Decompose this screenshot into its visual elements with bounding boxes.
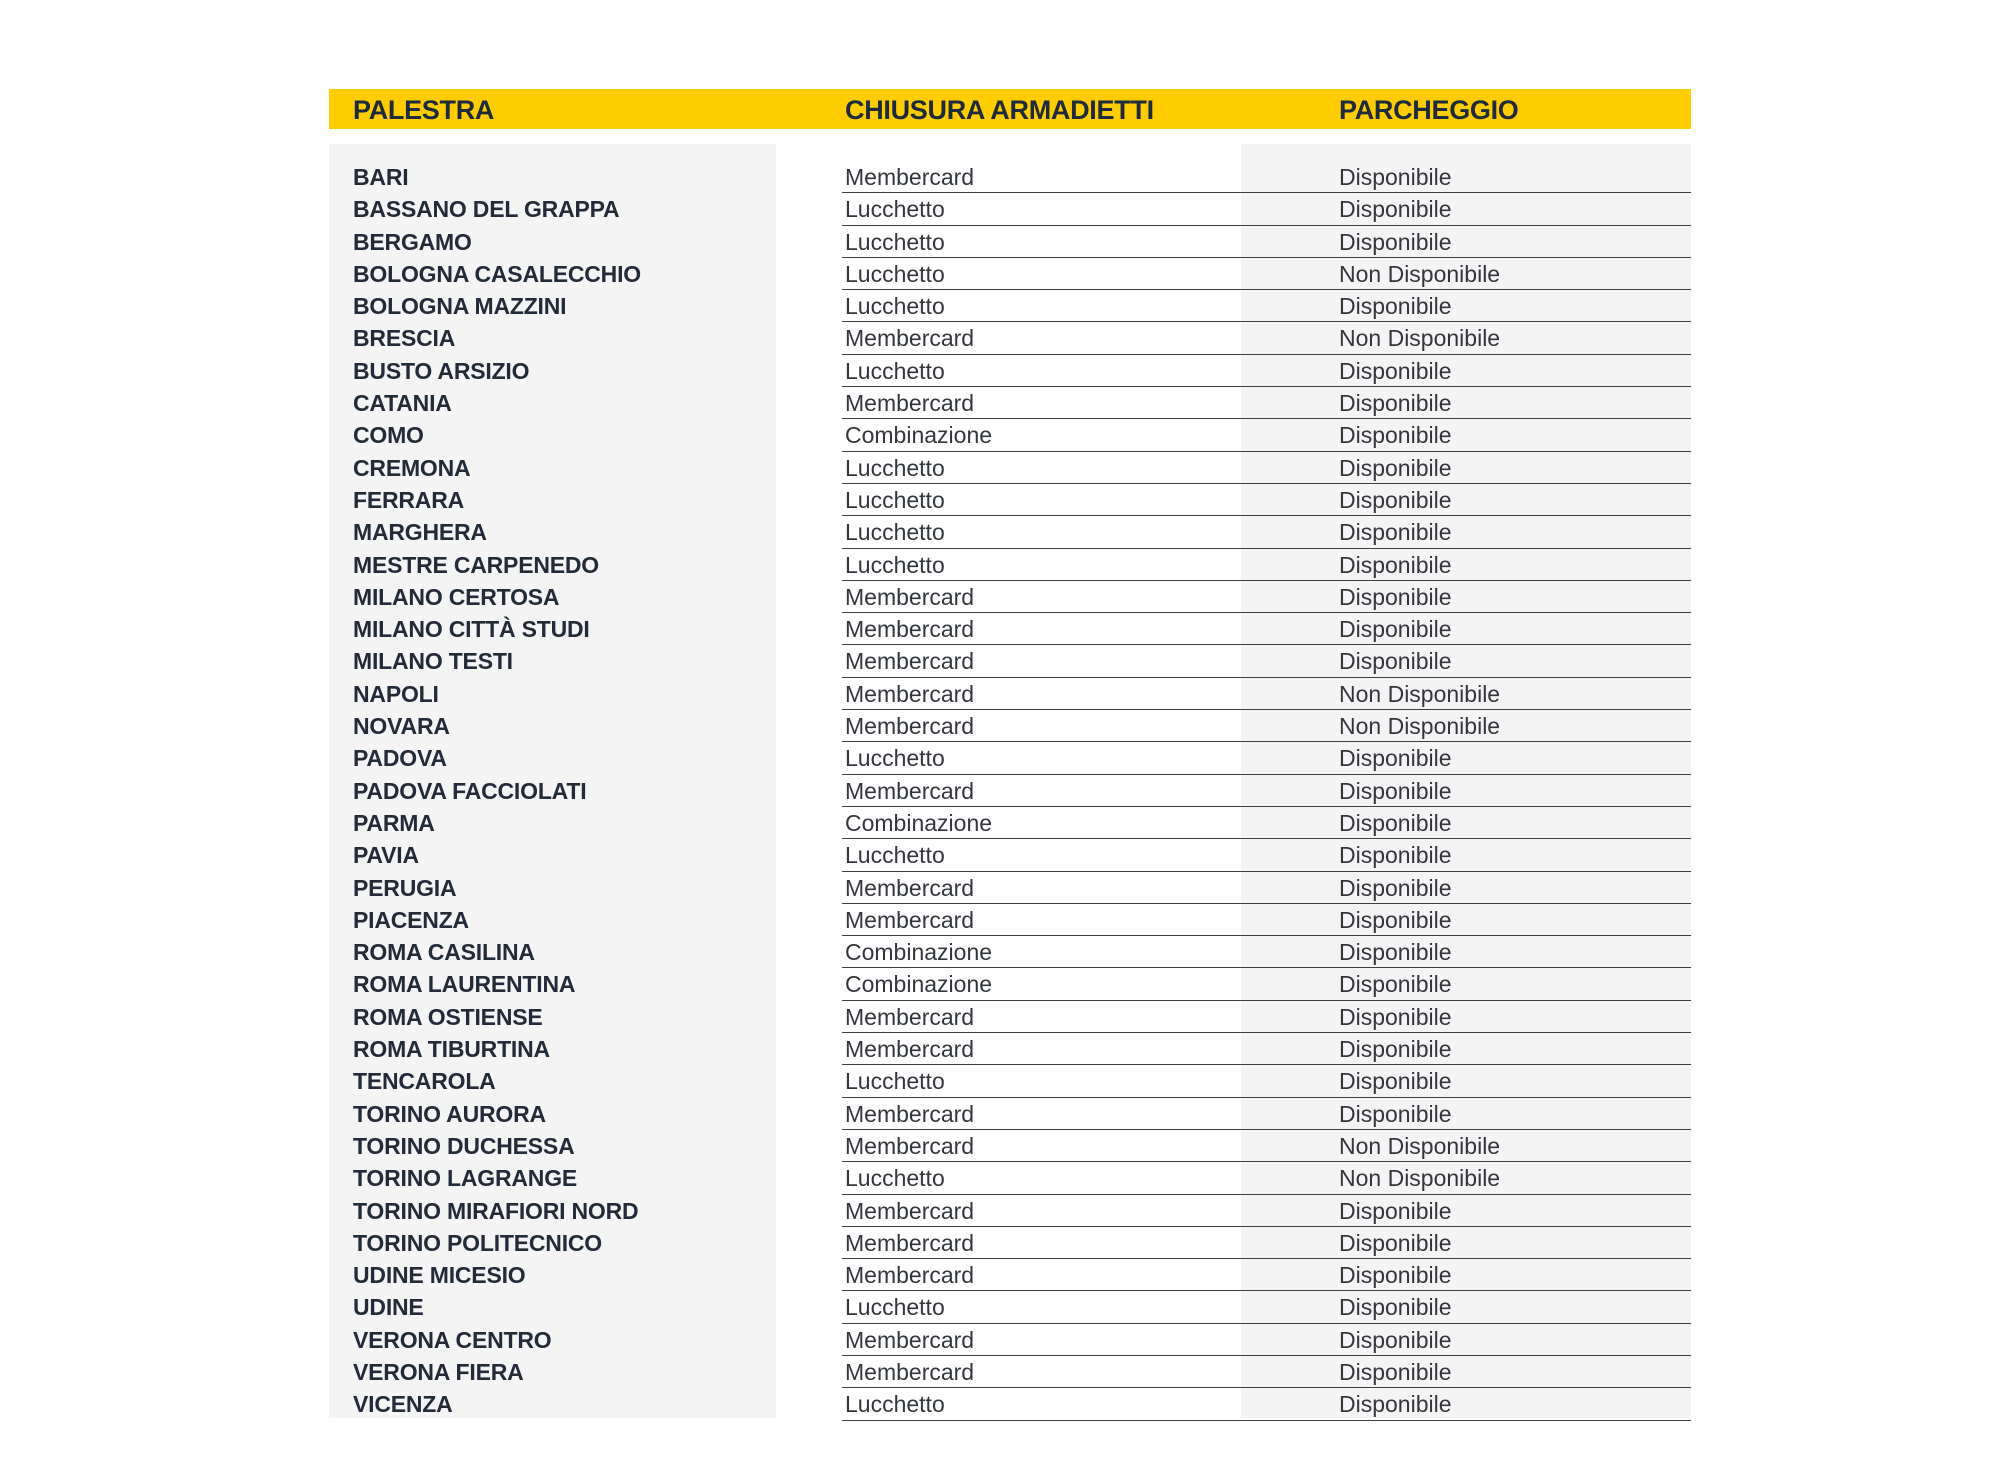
cell-chiusura-armadietti: Lucchetto <box>845 1165 945 1192</box>
table-row <box>329 742 1691 774</box>
gym-table <box>329 89 1691 1418</box>
table-body <box>329 129 1691 1418</box>
cell-chiusura-armadietti: Membercard <box>845 777 975 804</box>
cell-chiusura-armadietti: Membercard <box>845 1358 975 1385</box>
header-chiusura-armadietti: CHIUSURA ARMADIETTI <box>845 95 1154 125</box>
cell-palestra: PADOVA FACCIOLATI <box>353 777 587 804</box>
cell-chiusura-armadietti: Lucchetto <box>845 228 945 255</box>
table-row <box>329 355 1691 387</box>
cell-palestra: BOLOGNA MAZZINI <box>353 293 567 320</box>
cell-parcheggio: Disponibile <box>1339 1294 1452 1321</box>
cell-chiusura-armadietti: Membercard <box>845 616 975 643</box>
cell-parcheggio: Disponibile <box>1339 486 1452 513</box>
table-row <box>329 193 1691 225</box>
table-row <box>329 678 1691 710</box>
cell-chiusura-armadietti: Membercard <box>845 390 975 417</box>
cell-chiusura-armadietti: Membercard <box>845 1229 975 1256</box>
cell-palestra: TORINO LAGRANGE <box>353 1165 578 1192</box>
cell-palestra: ROMA CASILINA <box>353 939 535 966</box>
cell-palestra: NAPOLI <box>353 680 439 707</box>
table-row <box>329 1001 1691 1033</box>
table-row <box>329 419 1691 451</box>
cell-palestra: CATANIA <box>353 390 452 417</box>
cell-palestra: PAVIA <box>353 842 419 869</box>
cell-chiusura-armadietti: Membercard <box>845 1262 975 1289</box>
cell-palestra: BOLOGNA CASALECCHIO <box>353 260 641 287</box>
table-row <box>329 710 1691 742</box>
table-row <box>329 1162 1691 1194</box>
cell-chiusura-armadietti: Membercard <box>845 1132 975 1159</box>
cell-chiusura-armadietti: Combinazione <box>845 971 993 998</box>
cell-chiusura-armadietti: Membercard <box>845 164 975 190</box>
cell-chiusura-armadietti: Combinazione <box>845 939 993 966</box>
table-row <box>329 484 1691 516</box>
cell-chiusura-armadietti: Lucchetto <box>845 551 945 578</box>
cell-chiusura-armadietti: Lucchetto <box>845 293 945 320</box>
cell-parcheggio: Disponibile <box>1339 454 1452 481</box>
cell-chiusura-armadietti: Lucchetto <box>845 842 945 869</box>
cell-parcheggio: Disponibile <box>1339 906 1452 933</box>
header-parcheggio: PARCHEGGIO <box>1339 95 1519 125</box>
table-rows <box>329 161 1691 1421</box>
cell-parcheggio: Disponibile <box>1339 1036 1452 1063</box>
cell-chiusura-armadietti: Membercard <box>845 680 975 707</box>
cell-parcheggio: Disponibile <box>1339 1326 1452 1353</box>
table-row <box>329 968 1691 1000</box>
cell-palestra: MARGHERA <box>353 519 487 546</box>
cell-chiusura-armadietti: Lucchetto <box>845 454 945 481</box>
table-row <box>329 549 1691 581</box>
table-row <box>329 452 1691 484</box>
cell-palestra: NOVARA <box>353 713 450 740</box>
cell-palestra: PARMA <box>353 809 435 836</box>
cell-parcheggio: Disponibile <box>1339 164 1452 190</box>
cell-palestra: BARI <box>353 164 409 190</box>
cell-palestra: UDINE MICESIO <box>353 1262 526 1289</box>
table-row <box>329 1195 1691 1227</box>
table-row <box>329 1227 1691 1259</box>
cell-parcheggio: Disponibile <box>1339 357 1452 384</box>
cell-palestra: PERUGIA <box>353 874 457 901</box>
cell-parcheggio: Disponibile <box>1339 777 1452 804</box>
cell-parcheggio: Disponibile <box>1339 971 1452 998</box>
cell-palestra: MILANO CERTOSA <box>353 583 560 610</box>
cell-chiusura-armadietti: Membercard <box>845 1326 975 1353</box>
cell-chiusura-armadietti: Lucchetto <box>845 1294 945 1321</box>
cell-palestra: VERONA FIERA <box>353 1358 524 1385</box>
cell-chiusura-armadietti: Membercard <box>845 713 975 740</box>
cell-parcheggio: Disponibile <box>1339 196 1452 223</box>
cell-parcheggio: Disponibile <box>1339 583 1452 610</box>
cell-parcheggio: Disponibile <box>1339 745 1452 772</box>
table-row <box>329 872 1691 904</box>
cell-palestra: TORINO DUCHESSA <box>353 1132 575 1159</box>
cell-palestra: UDINE <box>353 1294 424 1321</box>
cell-parcheggio: Non Disponibile <box>1339 325 1501 352</box>
cell-palestra: BASSANO DEL GRAPPA <box>353 196 620 223</box>
cell-chiusura-armadietti: Membercard <box>845 1003 975 1030</box>
table-row <box>329 1065 1691 1097</box>
cell-palestra: BUSTO ARSIZIO <box>353 357 530 384</box>
cell-parcheggio: Disponibile <box>1339 1262 1452 1289</box>
cell-palestra: FERRARA <box>353 486 465 513</box>
cell-chiusura-armadietti: Membercard <box>845 648 975 675</box>
table-row <box>329 516 1691 548</box>
table-row <box>329 322 1691 354</box>
table-row <box>329 581 1691 613</box>
table-row <box>329 387 1691 419</box>
cell-chiusura-armadietti: Lucchetto <box>845 1068 945 1095</box>
cell-parcheggio: Non Disponibile <box>1339 680 1501 707</box>
table-row <box>329 161 1691 193</box>
table-row <box>329 1356 1691 1388</box>
cell-chiusura-armadietti: Lucchetto <box>845 357 945 384</box>
cell-parcheggio: Disponibile <box>1339 874 1452 901</box>
table-row <box>329 1098 1691 1130</box>
cell-parcheggio: Disponibile <box>1339 519 1452 546</box>
cell-palestra: MILANO TESTI <box>353 648 513 675</box>
table-row <box>329 1033 1691 1065</box>
cell-palestra: ROMA LAURENTINA <box>353 971 576 998</box>
cell-palestra: CREMONA <box>353 454 471 481</box>
cell-palestra: PADOVA <box>353 745 447 772</box>
table-row <box>329 1130 1691 1162</box>
cell-palestra: BRESCIA <box>353 325 456 352</box>
cell-chiusura-armadietti: Lucchetto <box>845 260 945 287</box>
cell-chiusura-armadietti: Combinazione <box>845 809 993 836</box>
cell-chiusura-armadietti: Lucchetto <box>845 486 945 513</box>
cell-parcheggio: Disponibile <box>1339 1100 1452 1127</box>
cell-chiusura-armadietti: Membercard <box>845 1100 975 1127</box>
cell-palestra: VICENZA <box>353 1391 453 1418</box>
cell-chiusura-armadietti: Lucchetto <box>845 196 945 223</box>
cell-parcheggio: Disponibile <box>1339 551 1452 578</box>
cell-parcheggio: Non Disponibile <box>1339 260 1501 287</box>
cell-parcheggio: Disponibile <box>1339 1003 1452 1030</box>
cell-parcheggio: Disponibile <box>1339 809 1452 836</box>
cell-palestra: TORINO MIRAFIORI NORD <box>353 1197 639 1224</box>
cell-parcheggio: Disponibile <box>1339 1229 1452 1256</box>
table-row <box>329 226 1691 258</box>
cell-parcheggio: Disponibile <box>1339 939 1452 966</box>
cell-chiusura-armadietti: Membercard <box>845 1036 975 1063</box>
cell-parcheggio: Disponibile <box>1339 1197 1452 1224</box>
cell-palestra: PIACENZA <box>353 906 469 933</box>
cell-parcheggio: Disponibile <box>1339 228 1452 255</box>
cell-palestra: VERONA CENTRO <box>353 1326 552 1353</box>
cell-palestra: TENCAROLA <box>353 1068 496 1095</box>
cell-chiusura-armadietti: Lucchetto <box>845 1391 945 1418</box>
cell-palestra: TORINO POLITECNICO <box>353 1229 602 1256</box>
table-row <box>329 807 1691 839</box>
cell-palestra: MESTRE CARPENEDO <box>353 551 599 578</box>
cell-parcheggio: Disponibile <box>1339 1391 1452 1418</box>
cell-parcheggio: Disponibile <box>1339 422 1452 449</box>
cell-palestra: COMO <box>353 422 424 449</box>
table-row <box>329 290 1691 322</box>
cell-parcheggio: Disponibile <box>1339 293 1452 320</box>
table-row <box>329 1324 1691 1356</box>
cell-parcheggio: Disponibile <box>1339 842 1452 869</box>
cell-chiusura-armadietti: Membercard <box>845 1197 975 1224</box>
table-row <box>329 258 1691 290</box>
cell-chiusura-armadietti: Lucchetto <box>845 519 945 546</box>
cell-parcheggio: Disponibile <box>1339 648 1452 675</box>
cell-palestra: ROMA OSTIENSE <box>353 1003 543 1030</box>
cell-parcheggio: Disponibile <box>1339 1358 1452 1385</box>
table-header <box>329 89 1691 129</box>
cell-parcheggio: Non Disponibile <box>1339 1165 1501 1192</box>
cell-palestra: BERGAMO <box>353 228 472 255</box>
table-row <box>329 1259 1691 1291</box>
cell-chiusura-armadietti: Lucchetto <box>845 745 945 772</box>
cell-parcheggio: Disponibile <box>1339 616 1452 643</box>
table-row <box>329 645 1691 677</box>
cell-chiusura-armadietti: Membercard <box>845 906 975 933</box>
table-row <box>329 1291 1691 1323</box>
table-row <box>329 904 1691 936</box>
cell-parcheggio: Non Disponibile <box>1339 713 1501 740</box>
cell-chiusura-armadietti: Membercard <box>845 325 975 352</box>
cell-palestra: MILANO CITTÀ STUDI <box>353 616 590 643</box>
table-row <box>329 1388 1691 1420</box>
cell-chiusura-armadietti: Membercard <box>845 874 975 901</box>
cell-palestra: ROMA TIBURTINA <box>353 1036 550 1063</box>
cell-parcheggio: Disponibile <box>1339 1068 1452 1095</box>
cell-parcheggio: Disponibile <box>1339 390 1452 417</box>
cell-chiusura-armadietti: Combinazione <box>845 422 993 449</box>
cell-chiusura-armadietti: Membercard <box>845 583 975 610</box>
table-row <box>329 775 1691 807</box>
table-row <box>329 839 1691 871</box>
row-divider <box>842 1420 1691 1421</box>
header-palestra: PALESTRA <box>353 95 495 125</box>
table-row <box>329 613 1691 645</box>
table-row <box>329 936 1691 968</box>
cell-palestra: TORINO AURORA <box>353 1100 546 1127</box>
cell-parcheggio: Non Disponibile <box>1339 1132 1501 1159</box>
